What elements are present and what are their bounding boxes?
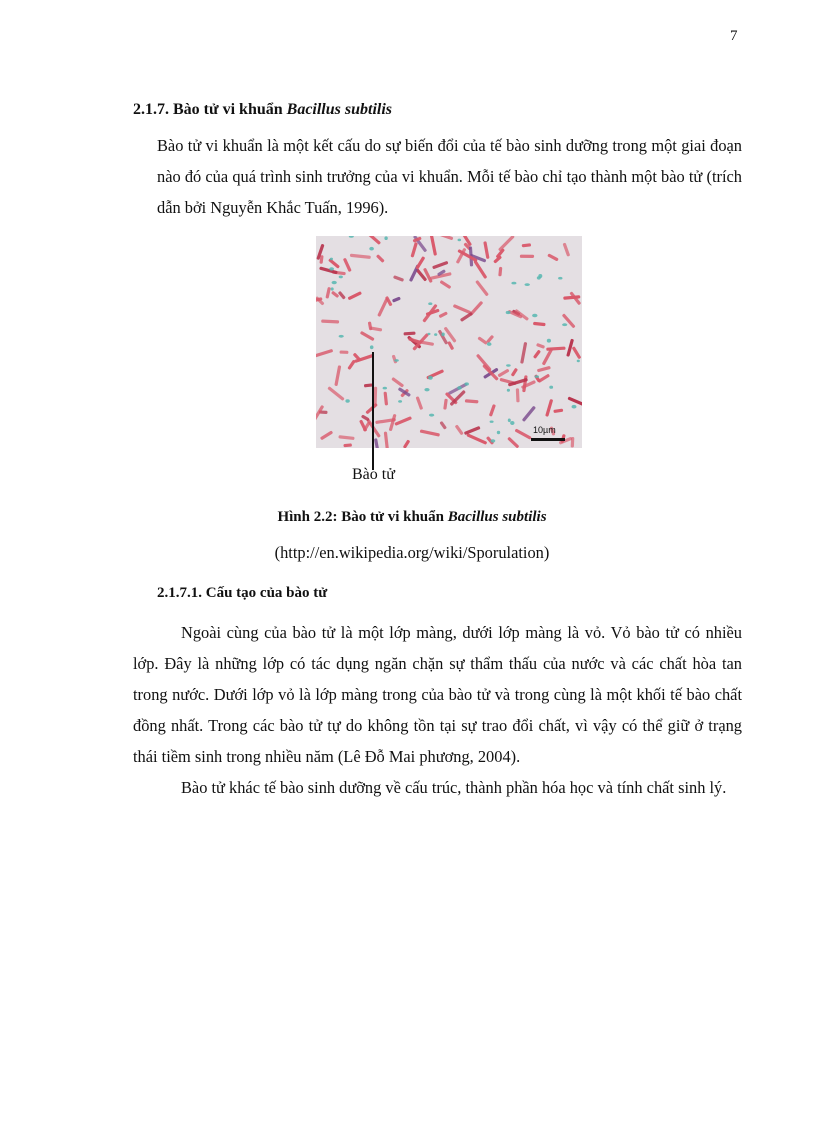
scale-label: 10µm [533, 425, 556, 435]
spore [384, 236, 387, 240]
bacterium-rod [393, 275, 404, 282]
bacterium-rod [533, 350, 541, 359]
bacterium-rod [483, 241, 489, 259]
bacterium-rod [374, 438, 380, 448]
bacterium-rod [536, 343, 545, 349]
spore-pointer-line [372, 352, 374, 470]
bacterium-rod [343, 443, 352, 447]
spore [339, 276, 343, 279]
spore [428, 302, 432, 305]
figure-caption-latin: Bacillus subtilis [447, 509, 547, 525]
scale-bar [531, 438, 565, 441]
bacterium-rod [376, 254, 385, 263]
bacterium-rod [486, 335, 494, 344]
section-heading [133, 101, 392, 119]
bacterium-rod [430, 236, 437, 256]
bacterium-rod [439, 421, 447, 430]
spore [507, 389, 510, 392]
bacterium-rod [420, 429, 440, 436]
bacterium-rod [562, 313, 576, 328]
bacterium-rod [415, 256, 425, 270]
bacterium-rod [473, 260, 487, 279]
spore [428, 333, 431, 335]
spore [511, 282, 516, 285]
bacterium-rod [572, 346, 582, 359]
spore [506, 311, 511, 314]
bacterium-rod [545, 399, 553, 417]
subsection-heading: 2.1.7.1. Cấu tạo của bào tử [157, 585, 328, 601]
bacterium-rod [520, 255, 534, 258]
bacterium-rod [432, 261, 448, 270]
bacterium-rod [325, 287, 331, 299]
spore [506, 364, 511, 366]
bacterium-rod [520, 342, 527, 364]
bacterium-rod [475, 280, 489, 297]
spore [329, 267, 334, 270]
bacterium-rod [365, 236, 381, 245]
structure-paragraph: Ngoài cùng của bào tử là một lớp màng, dưới lớp màng là vỏ. Vỏ bào tử có nhiều lớp. Đây là những lớp có tác dụng ngăn chặn sự thẩm thấu của nước và các chất hòa tan trong nước. Dưới lớp vỏ là lớp màng trong của bào tử và trong cùng là một khối tế bào chất đồng nhất. Trong các bào tử tự do không tồn tại sự trao đổi chất, vì vậy có thể giữ ở trạng thái tiềm sinh trong nhiều năm (Lê Đỗ Mai phương, 2004). [133, 623, 742, 766]
spore [510, 421, 514, 425]
bacterium-rod [466, 433, 487, 445]
difference-paragraph: Bào tử khác tế bào sinh dưỡng về cấu trúc, thành phần hóa học và tính chất sinh lý. [181, 778, 727, 797]
bacterium-rod [343, 258, 352, 272]
spore [497, 431, 500, 434]
bacterium-rod [477, 336, 488, 345]
spore [434, 333, 437, 336]
bacterium-rod [546, 347, 565, 351]
spore [429, 414, 434, 417]
bacterium-rod [498, 236, 515, 252]
bacterium-rod [537, 366, 551, 373]
spore [562, 323, 567, 326]
spore [441, 333, 444, 337]
bacterium-rod [348, 291, 362, 300]
bacterium-rod [438, 311, 447, 318]
bacterium-rod [338, 291, 346, 300]
bacterium-rod [533, 322, 546, 327]
spore [383, 387, 387, 390]
bacterium-rod [319, 266, 338, 274]
spore [349, 236, 354, 238]
bacterium-rod [327, 386, 344, 401]
bacterium-rod [331, 291, 339, 298]
bacterium-rod [338, 435, 354, 440]
bacterium-rod [465, 399, 479, 403]
spore [370, 345, 374, 349]
bacterium-rod [416, 396, 424, 410]
bacterium-rod [447, 341, 454, 350]
spore [428, 376, 433, 380]
bacterium-rod [340, 350, 349, 354]
spore [424, 388, 429, 391]
bacterium-rod [410, 242, 417, 258]
bacterium-rod [515, 428, 532, 439]
bacterium-rod [384, 431, 389, 448]
bacterium-rod [316, 349, 333, 358]
bacterium-rod [320, 430, 333, 440]
figure-caption-text: Hình 2.2: Bào tử vi khuẩn [277, 509, 448, 525]
spore [525, 283, 530, 286]
bacterium-rod [377, 298, 388, 317]
bacterium-rod [392, 296, 401, 302]
spore [369, 247, 374, 251]
bacterium-rod [522, 243, 532, 247]
bacterium-rod [394, 416, 412, 426]
spore [487, 342, 492, 346]
bacterium-rod [370, 326, 382, 331]
spore [577, 360, 580, 363]
spore [537, 276, 541, 279]
bacterium-rod [537, 374, 550, 383]
bacterium-rod [547, 253, 559, 261]
bacterium-rod [453, 304, 472, 314]
section-heading-latin: Bacillus subtilis [286, 101, 393, 118]
spore [490, 421, 494, 423]
spore [330, 258, 333, 261]
section-heading-text: 2.1.7. Bào tử vi khuẩn [133, 101, 287, 118]
bacterium-rod [391, 377, 404, 388]
bacterium-rod [328, 258, 340, 269]
spore [332, 281, 337, 284]
spore [535, 375, 539, 378]
bacterium-rod [440, 280, 452, 289]
micrograph-image [316, 236, 582, 448]
figure-source: (http://en.wikipedia.org/wiki/Sporulation) [274, 543, 550, 562]
spore [339, 335, 344, 338]
intro-paragraph: Bào tử vi khuẩn là một kết cấu do sự biến đổi của tế bào sinh dưỡng trong một giai đoạn nào đó của quá trình sinh trưởng của vi khuẩn. Mỗi tế bào chỉ tạo thành một bào tử (trích dẫn bởi Nguyễn Khắc Tuấn, 1996). [157, 136, 742, 217]
bacterium-rod [460, 312, 473, 322]
spore [345, 399, 349, 402]
bacterium-rod [497, 369, 509, 378]
bacterium-rod [443, 399, 448, 410]
spore [457, 386, 462, 390]
spore [458, 239, 462, 242]
bacterium-rod [455, 424, 464, 435]
bacterium-rod [383, 392, 388, 406]
bacterium-rod [464, 426, 481, 435]
bacterium-rod [392, 355, 398, 364]
bacterium-rod [321, 319, 339, 323]
spore [331, 287, 334, 290]
bacterium-rod [516, 388, 520, 402]
bacterium-rod [439, 236, 453, 240]
spore [558, 277, 562, 280]
spore-label: Bào tử [352, 466, 395, 483]
bacterium-rod [403, 439, 411, 448]
bacterium-rod [476, 354, 492, 372]
page-number: 7 [730, 28, 738, 44]
bacterium-rod [334, 365, 341, 386]
spore [508, 419, 511, 423]
bacterium-rod [507, 437, 519, 448]
spore [394, 359, 399, 362]
bacteria-micrograph [316, 236, 582, 448]
spore [398, 400, 402, 403]
spore [532, 314, 537, 318]
figure-caption [0, 509, 816, 526]
bacterium-rod [489, 404, 496, 417]
bacterium-rod [360, 331, 375, 341]
bacterium-rod [553, 409, 563, 414]
bacterium-rod [511, 368, 518, 377]
spore [549, 386, 553, 389]
spore [572, 405, 577, 409]
bacterium-rod [350, 254, 371, 259]
spore [465, 382, 469, 385]
bacterium-rod [563, 243, 571, 257]
bacterium-rod [498, 267, 502, 277]
spore [547, 339, 551, 343]
bacterium-rod [522, 406, 536, 422]
bacterium-rod [404, 331, 416, 335]
spore [491, 439, 496, 442]
